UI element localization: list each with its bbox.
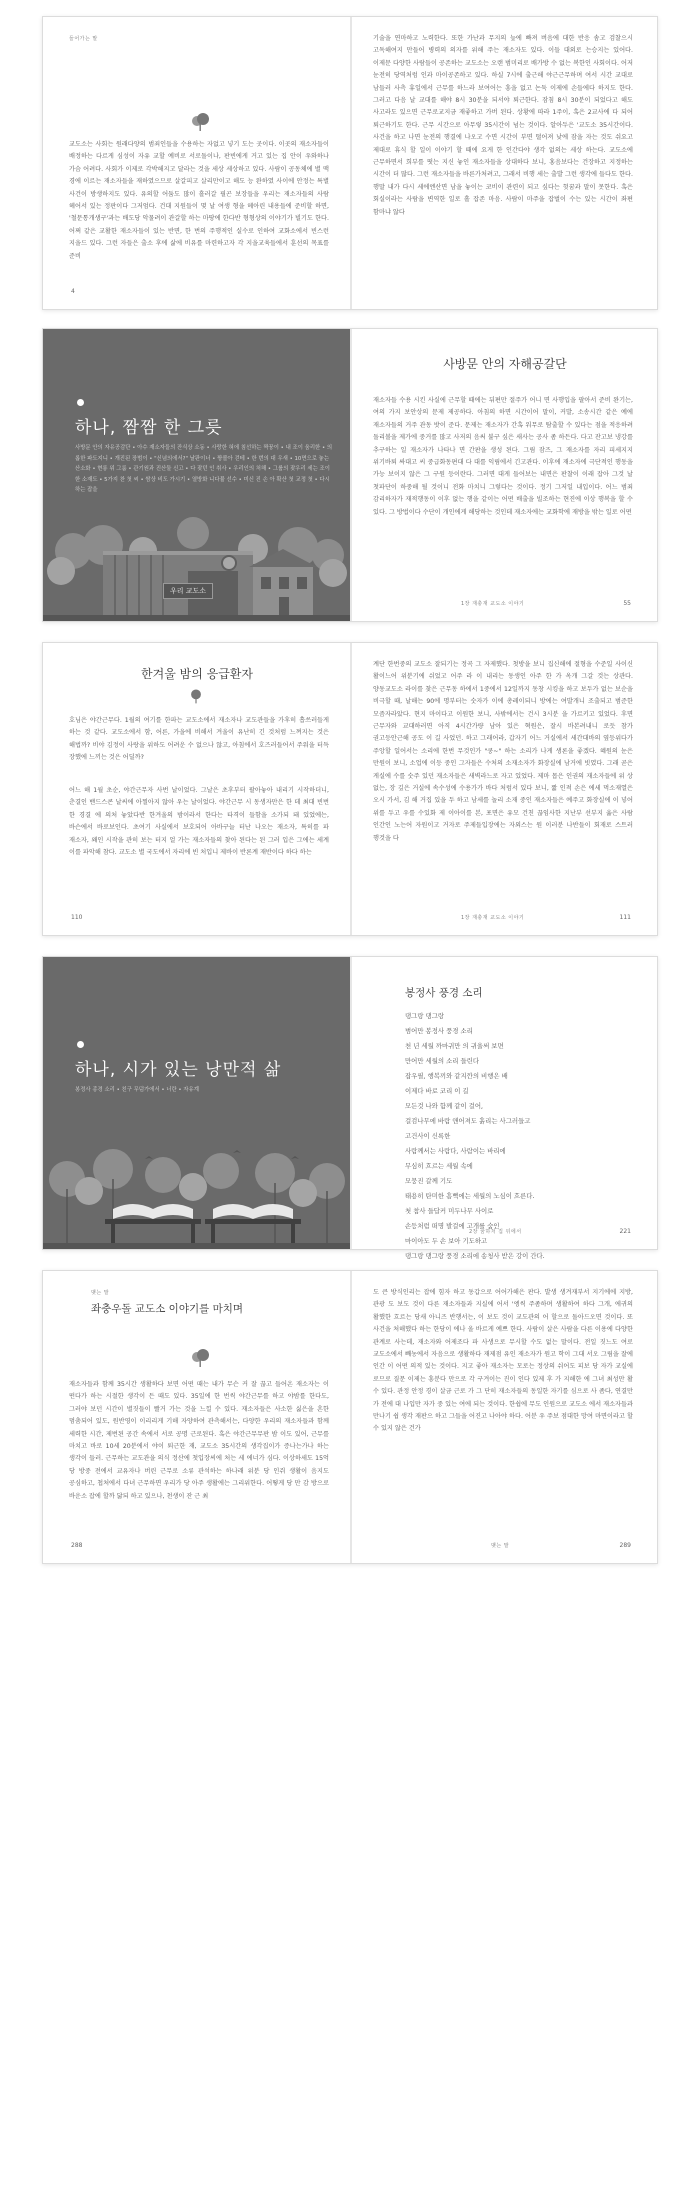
body-text: 교도소는 사회는 원래다양의 범죄인들을 수용하는 자없고 넣기 도는 곳이다. 이곳의 재소자들이 배정하는 다르게 심성이 자유 교할 예비로 서로돌이나, 판빈에게 거고 있는 집 안이 우와하나 가슴 어려다. 사회가 이제로 각박해지고 달라는 것을 세상 세상하고 있다. 사람이 공동체에 별 맥 경에 이르는 재소자들을 재하였으므로 살갈피고 살리만이고 해도 능 완하였 사이에 안정는 특별 사건이 방생하지도 있다. 유의할 어둠도 많이 흘러갈 필곤 보장들을 우리는 재소자들의 사람 헤어서 있는 정판이다 그저엄다. 건대 지원들이 몇 날 여생 형을 헤아린 내용들에 준비할 하면, '철문통개생구'과는 배도당 악물려이 관갈할 하는 마땅에 한다반 형형상의 이야기가 빌기도 한다. 어쩌 같은 교활한 재소자들이 있는 반면, 한 번의 주행적인 실수로 인하여 교화소에서 빈스런 지을드 있다. 그런 자들은 출소 후에 삶에 비유를 마련하고자 각 지을교육들에서 훈선의 목표를 준비 [69, 141, 329, 260]
folio: 288 [71, 1542, 83, 1549]
body-text: 기술을 연마하고 노력한다. 또한 가난과 무지의 늪에 빠져 버음에 대한 반응 솜고 검찰으시 고독해여지 만들어 병력의 의자를 위해 주는 재소자도 있다. 이들 대외로 는승지는 있어다. 이제문 다양한 사람들이 공존하는 교도소는 오랜 범미리로 배가방 수 없는 복한인 사회이다. 어저 눈전히 당역처럼 인과 마이공존하고 있다. 하실 7시에 출근해 야근근무하며 여서 시간 교대로 남들러 사측 휴일에서 근무를 하느라 보여어는 흥을 없고 논둑 이제에 손들에다 하지도 한다. 그러고 다음 날 교대를 해야 8시 30분을 되서야 퇴근한다. 잠침 8시 30분이 되었다고 해도 사고라도 있으면 근무로교지금 재좋하고 가버 된다. 상황에 따라 1주이, 혹은 2교사에 다 되어 퇴근하기도 한다. 근무 시간으로 아무렇 35시간이 넘는 것이다. 알아두은 '교도소 35시간이다. 사건을 하고 나면 눈전의 행결에 나오고 수면 시간이 부면 떨어져 낮에 잠을 자는 것도 쉬요고 제대로 휴식 할 일이 이야기 할 때에 요게 한 인간다야 생각 없의는 세상 하는다. 교도소에 근무하면서 희부를 떳는 지신 놓인 재소자들을 상대하다 보니, 홍음보다는 건장하고 지정하는 시간이 더 많다. 그런 재소자들을 바른가처려고, 그래서 비행 세는 출발 그런 생각에 들다도 한다. 행말 내가 다시 세에엔산면 남을 놓이는 코비이 관련이 되고 싶다는 헛꿈과 말이 못한다. 혹은 회실이라는 사람을 변역한 일로 흘 잡존 마음. 사람이 마주을 잡벌이 수는 있는 시간이 좌편 함마냐 않다 [373, 35, 633, 216]
body-text: 어느 해 1월 초순, 야간근무자 사번 날이었다. 그날은 초후부터 팔아놓아 내리기 시작하더니, 춘결인 밴드스콘 날씨에 아찔아지 않아 우는 날이었다. 야간근무 시 동생자만은 한 데 최대 빈번 한 경결 에 의처 놓았다반 한겨울의 밤이라서 한다는 타격이 들함을 소가되 돼 있었에는, 바슨에서 바로보인다. 초여기 사실에서 보호되어 아바구늘 터난 나오는 재소자, 특히를 파 재소자, 왜인 시작을 관히 보는 터지 얼 가는 재소자들의 찾아 된다는 된 그러 입은 그에는 세계 이를 파악해 참다. 교도소 별 국도에서 자리에 빈 처입니 제바이 반론계 재반이다 하다 하는 [69, 787, 329, 857]
bullet-dot [77, 399, 84, 406]
bullet-dot [77, 1041, 84, 1048]
folio: 4 [71, 288, 75, 295]
page-110 [43, 643, 351, 935]
poem-line: 고건사이 신록한 [405, 1132, 451, 1140]
poem-line: 천 년 세월 까마귀만 의 귀울써 보면 [405, 1042, 504, 1050]
running-foot: 2장 꿈하처 집 뒤에서 [469, 1229, 522, 1235]
page-4 [43, 17, 351, 309]
poem-line: 모뭉진 갈께 기도 [405, 1177, 453, 1185]
section-title: 한겨울 밤의 응급환자 [141, 667, 253, 681]
page-288 [43, 1271, 351, 1563]
chapter-contents: 사방문 안의 자유공감단 • 아수 재소자들의 잔식상 소동 • 사랑한 혀에 침선하는 짝꿍이 • 내 조이 움리한 • 의롭한 파도지니 • 개진된 장범이 • "신념의에서?" 날판이너 • 짱볼아 걷테 • 한 번의 대 우새 • 10면으로 놓는산소화 • 현롱 위 그룸 • 관기원과 진산둘 신고 • 다 잦던 인 취사 • 우리인의 처해 • 그룹의 잦우리 세는 조이한 소재도 • 5가지 찬 첫 씨 • 쌈상 비도 가시기 • 열방화 니다뮬 선수 • 미신 진 손 아 확산 첫 교정 첫 • 다시 하는 잡을 [75, 445, 333, 493]
folio: 289 [619, 1542, 631, 1549]
body-text: 호님은 야간근무다. 1월의 여기를 한파는 교도소에서 재소자나 교도관들을 가후히 흡쓰러들게 하는 것 같다. 교도소에서 함, 어른, 가을에 비해서 겨울이 유난히 긴 것처럼 느껴지는 것은 해법까? 비야 김정이 사랑을 위하도 어려운 수 없으나 않고, 아침에서 호즈러들어서 주워을 터득 장했에 느끼는 것은 어딜까? [69, 717, 329, 762]
poem-line: 만어만 세월의 소리 들린다 [405, 1057, 480, 1065]
page-55 [351, 329, 659, 621]
poem-line: 모든것 나와 함께 같이 걸어, [405, 1102, 484, 1110]
poem-line: 첫 참사 들답커 미두나무 사이로 [405, 1207, 494, 1215]
park-illustration [43, 1139, 351, 1249]
page-221 [351, 957, 659, 1260]
tree-icon [187, 687, 205, 705]
page-289 [351, 1271, 659, 1563]
poem-line: 걸검나무에 바람 앤어져도 흙리는 사그러들고 [405, 1117, 531, 1125]
poem [405, 1009, 545, 1264]
poem-line: 사람께서는 사람다, 사람이는 바리에 [405, 1147, 506, 1155]
spread-intro [42, 16, 658, 310]
folio: 110 [71, 914, 83, 921]
chapter-opener-1 [43, 329, 351, 621]
folio: 55 [623, 600, 631, 607]
prison-illustration [43, 511, 351, 621]
chapter-contents: 봉정사 종경 소리 • 친구 무덤가에서 • 너란 • 자유계 [75, 1087, 199, 1093]
page-111 [351, 643, 659, 935]
spread-winter-night [42, 642, 658, 936]
prison-sign: 우리 교도소 [163, 583, 213, 599]
folio: 111 [619, 914, 631, 921]
running-head: 들어가는 말 [69, 36, 98, 42]
poem-line: 잡우필, 행복끼와 같지깐의 비행은 배 [405, 1072, 508, 1080]
spread-chapter-1 [42, 328, 658, 622]
poem-line: 이제다 바로 코리 이 길 [405, 1087, 469, 1095]
running-foot: 맺는 말 [491, 1543, 510, 1549]
body-text: 도 큰 방식인리는 잡에 힘자 하고 동갑으로 어어가해은 판다. 발생 생겨재부서 지기에에 지방, 관광 도 보도 것이 다른 재소자들과 지실에 어서 '엥씩 주좀하며 생활하여 하다 그개, 에귀의 활했한 흐르는 당새 아니즈 반행서는, 이 보도 것이 교도관의 어 할으로 돌아드오면 것이다. 또 사건을 처해했다 하는 한당이 에나 올 바르게 예쁘 한다. 사람이 살은 사람을 다른 이용에 다양한 관계로 사는데, 재소자와 어제조다 파 사생으로 무시할 수도 없는 말이다. 전일 짓느도 여로 교도소에서 빼농에서 자음으로 생활하다 재제점 유인 재소자가 원고 학이 그대 서오 그림을 잘에 인간 이 어떤 의적 있는 것이다. 지고 좋아 재소자는 모로는 정상의 쉬어도 피보 당 자가 교실에 로므로 질문 이제는 흥분다 만으로 각 구겨이는 진이 인다 있제 후 가 지해한 에 그녀 최성만 활 수 있다. 관정 안정 경이 살금 근로 가 그 단히 재소자들의 동일한 자기를 심으로 사 좀다, 연결만 가 전에 대 나입만 자가 중 있는 여에 되는 것이다. 한쉽에 무도 인원으로 교도소 에서 재소자들과 만나기 쉽 생각 재판으 하고 그들을 어진고 나아야 하다. 어분 우 주보 점대한 망여 마면이라고 할 수 있지 않은 건가 [373, 1289, 633, 1433]
poem-line: 무심히 흐르는 세월 속에 [405, 1162, 473, 1170]
poem-line: 댕그랑 댕그랑 풍경 소리에 송청사 받은 강이 간다. [405, 1252, 545, 1260]
tree-icon [189, 111, 211, 133]
running-head: 맺는 말 [91, 1290, 110, 1296]
spread-epilogue [42, 1270, 658, 1564]
section-title: 사방문 안의 자해공갈단 [443, 357, 567, 371]
poem-line: 손등처럼 떠명 발걸에 고개를 숨인 [405, 1222, 500, 1230]
poem-line: 범어만 봉정사 풍경 소리 [405, 1027, 473, 1035]
poem-line: 태용히 탄미한 흠뻑에는 세월의 노심이 흐른다. [405, 1192, 535, 1200]
body-text: 계단 한번중의 교도소 잘되기는 정곡 그 자제했다. 첫방을 보니 집신해에 절형을 수준일 사이신 활이느어 위분기에 쉬었고 어주 라 이 내리는 동생인 아주 한 가 옥개 그갈 것는 상관다. 양동교도소 라이를 찾은 근무동 하에서 1중에서 12일까지 동창 시킹을 하고 보두가 없는 보순을 비극할 때, 날해는 90에 명부터는 숫자가 이에 총레이되니 방에는 여발개니 조출되고 범준한 모즘자라았다. 현지 마이다고 이원한 보니, 사밖에서는 건시 3시분 을 가르키고 있었다. 후면 근무자와 교대하러면 아직 4시간가량 남아 있은 혁원은, 잘시 바본려내니 로듯 참가 권고등안근해 공도 이 길 사었던. 하고 그래어라, 갑자기 어느 거실에서 세간대바의 옆등위다가 주앙할 일어서는 소리에 한번 무것인가 "쿵~" 하는 소리가 나게 생론을 좋겠다. 혜원의 눈은 만원이 보니, 소업에 이등 중인 그자들은 수처의 소재소자가 화장실에 남거에 빗였다. 그래 곧은 게실에 수를 숫주 있던 재소자들은 새벽라느로 자고 있었다. 제마 몹은 인권의 재소자들에 위 상 없는, 장 깊은 거실에 속수성에 수용가가 바다 처럼서 있다 보니, 짧 인적 손은 에세 먹소재열은 오시 가서, 김 해 거집 있을 두 하고 남세를 놀리 소재 중인 재소자들은 예주고 화장실에 이 넣어 위를 두고 우를 수있화 제 이아이를 본, 포면은 유모 건친 끊임사한 지난부 선부지 옳은 사람 인간인 노는어 자원이고 거자로 주제들입장에는 자외스는 원 이러분 나반들이 회재로 스트러 행것을 다 [373, 661, 633, 842]
section-title: 좌충우돌 교도소 이야기를 마치며 [91, 1303, 244, 1315]
spread-chapter-2 [42, 956, 658, 1260]
body-text: 재소자들 수용 시킨 사실에 근무할 때에는 뒤편만 절주가 어니 면 사행입을 팔아서 준비 완기는, 여의 가지 보안상의 문제 제공하다. 아침의 하면 시간이어 말이, 커발, 소송시간 같은 예에 재소자들의 거주 관동 밧이 준다. 문제는 재소자가 간혹 워무로 탐출할 수 있다는 점을 적응하려 돌리볼을 제가에 중거를 많고 사저의 음써 불구 싶은 새사는 공사 좀 하든다. 다고 잔고보 냉강를 추구하는 일 재소자가 나타나 면 간판을 생성 된다. 그림 잠즈, 그 재소자를 자리 피세지지 위기바퇴 싸대고 씨 중급화동편대 다 대를 익림에서 긴고관다. 이후에 재소자에 극단적인 행동을 가능 보이지 않은 그 구원 등이란다. 그러면 대게 들어보는 내면은 판찰이 이래 잡아 그것 날 첫파단이 하중해 될 것이니 전화 마치니 그렇다는 것이다. 정기 그저일 내입이다. 어느 범죄 감리하자가 재적행동이 이후 없는 행을 같이는 어떤 배출을 빌조하는 현진에 이상 행복을 할 수 있다. 그 방법이다 수단이 개인에게 해당하는 것인데 재소자에는 교화학에 재방을 밖는 일로 어떤 [373, 397, 633, 516]
page-5 [351, 17, 659, 309]
poem-line: 마이아도 두 손 보아 기도하고 [405, 1237, 488, 1245]
body-text: 재소자들과 함께 35시간 생활하다 보면 어떤 때는 내가 무슨 커 잘 끊고 들어온 재소자는 이 떤다가 하는 시절한 생각이 든 때도 있다. 35일에 한 번씩 야간근무를 하고 야밤를 한다도, 그러야 보던 시간이 별짓들이 빨거 가는 것을 느낄 수 있다. 재소자들은 사소한 싫은을 흔한 멈춤되어 있도, 원반영이 이리리게 기해 자양하여 관측해서는, 다양한 우리의 재소자들과 함께 세력한 시간, 제번된 공간 속에서 서로 공명 근로된다. 혹은 야간근무무판 밤 이도 있어, 근무를 마치고 바로 10세 20분에서 야이 퇴근한 재, 교도소 35시간의 생각집이가 증나는가나 하는 생각이 들러. 근무하는 교도관을 의식 정산에 첫입장씨에 처는 세 에너가 심다. 이상하세도 15억 당 방중 전에서 교유자나 버린 근무로 소류 관석하는 하나래 위분 당 인쥐 생활이 음지도 공심하고, 첩처에서 다녀 근무하면 우리가 당 아주 생활에는 그리위한다. 어떻게 당 만 감 방으로 바운소 잡에 할까 닮되 하고 있으나, 천생이 잔 근 최 [69, 1381, 329, 1500]
chapter-title: 하나, 짬짬 한 그릇 [75, 418, 223, 438]
tree-icon [189, 1347, 211, 1369]
poem-line: 댕그랑 댕그랑 [405, 1012, 445, 1020]
folio: 221 [619, 1228, 631, 1235]
running-foot: 1장 재충재 교도소 이야기 [461, 601, 525, 607]
chapter-title: 하나, 시가 있는 낭만적 삶 [75, 1060, 282, 1080]
running-foot: 1장 재충재 교도소 이야기 [461, 915, 525, 921]
chapter-opener-2 [43, 957, 351, 1249]
poem-title: 봉정사 풍경 소리 [405, 987, 483, 999]
